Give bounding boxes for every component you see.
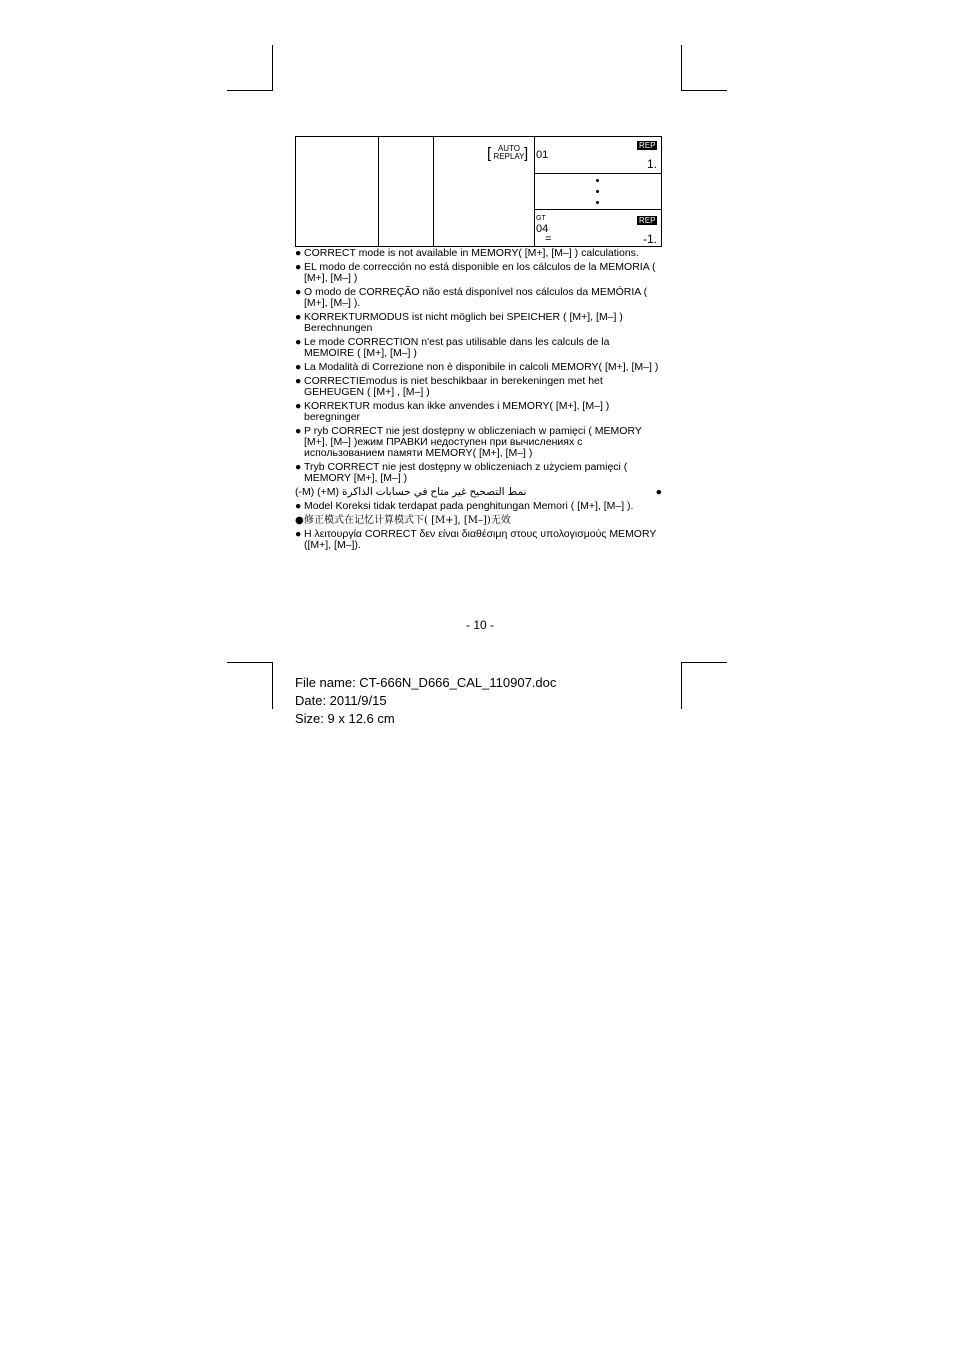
gt-indicator: GT xyxy=(536,215,546,222)
crop-mark xyxy=(681,662,727,663)
list-item: ● Η λειτουργία CORRECT δεν είναι διαθέσιμη στους υπολογισμούς MEMORY ([M+], [M–]). xyxy=(295,528,657,551)
list-item: ● 修正模式在记忆计算模式下( [M+], [M–])无效 xyxy=(295,515,511,526)
list-item: ● Model Koreksi tidak terdapat pada penghitungan Memori ( [M+], [M–] ). xyxy=(295,500,634,512)
crop-mark xyxy=(227,662,273,663)
display-step: 01 xyxy=(536,149,549,161)
rep-indicator: REP xyxy=(639,141,656,150)
list-item: ● CORRECTIEmodus is niet beschikbaar in berekeningen met het GEHEUGEN ( [M+] , [M–] ) xyxy=(295,375,603,398)
list-item: ● KORREKTURMODUS ist nicht möglich bei SPEICHER ( [M+], [M–] ) Berechnungen xyxy=(295,311,623,334)
key-bracket: ] xyxy=(524,145,529,162)
table-divider xyxy=(535,173,661,174)
notes-list xyxy=(295,248,662,554)
ellipsis-dot xyxy=(596,179,599,182)
list-item: ● نمط التصحيح غير متاح في حسابات الذاكرة (M+) (M-) xyxy=(295,486,662,498)
bullet: ● xyxy=(295,375,302,387)
bullet: ● xyxy=(295,500,302,512)
bullet: ● xyxy=(295,361,302,373)
display-value: -1. xyxy=(642,232,657,246)
key-label-replay: REPLAY xyxy=(493,152,525,161)
bullet: ● xyxy=(295,400,302,412)
table-divider xyxy=(433,137,434,246)
crop-mark xyxy=(681,662,682,709)
list-item: ● KORREKTUR modus kan ikke anvendes i MEMORY( [M+], [M–] ) beregninger xyxy=(295,400,610,423)
ellipsis-dot xyxy=(596,201,599,204)
crop-mark xyxy=(227,90,273,91)
file-name: File name: CT-666N_D666_CAL_110907.doc xyxy=(295,675,557,690)
bullet: ● xyxy=(295,425,302,437)
list-item: ● O modo de CORREÇÃO não está disponível nos cálculos da MEMÓRIA ( [M+], [M–] ). xyxy=(295,286,648,309)
file-date: Date: 2011/9/15 xyxy=(295,693,387,708)
rep-indicator: REP xyxy=(639,216,656,225)
file-size: Size: 9 x 12.6 cm xyxy=(295,711,395,726)
list-item: ● CORRECT mode is not available in MEMORY( [M+], [M–] ) calculations. xyxy=(295,247,639,259)
crop-mark xyxy=(681,90,727,91)
list-item: ● EL modo de corrección no está disponible en los cálculos de la MEMORIA ( [M+], [M–] ) xyxy=(295,261,656,284)
bullet: ● xyxy=(295,286,302,298)
list-item: ● Tryb CORRECT nie jest dostępny w obliczeniach z użyciem pamięci ( MEMORY [M+], [M–] ) xyxy=(295,461,628,484)
list-item: ● P ryb CORRECT nie jest dostępny w obliczeniach w pamięci ( MEMORY [M+], [M–] )ежим ПРАВКИ недоступен при вычислениях с использованием памяти MEMORY( [M+], [M–] ) xyxy=(295,425,642,459)
key-bracket: [ xyxy=(487,145,492,162)
bullet: ● xyxy=(295,336,302,348)
bullet: ● xyxy=(295,528,302,540)
page-number: - 10 - xyxy=(465,618,494,632)
key-label-auto: AUTO xyxy=(497,144,521,153)
example-table xyxy=(295,136,662,247)
file-info xyxy=(295,674,556,728)
bullet: ● xyxy=(295,515,304,526)
bullet: ● xyxy=(295,247,302,259)
ellipsis-dot xyxy=(596,190,599,193)
bullet: ● xyxy=(295,261,302,273)
crop-mark xyxy=(681,45,682,90)
list-item: ● Le mode CORRECTION n'est pas utilisable dans les calculs de la MEMOIRE ( [M+], [M–] ) xyxy=(295,336,610,359)
bullet: ● xyxy=(295,311,302,323)
table-divider xyxy=(535,209,661,210)
display-equals: = xyxy=(545,233,552,245)
bullet: ● xyxy=(295,461,302,473)
crop-mark xyxy=(272,45,273,90)
display-step: 04 xyxy=(536,223,549,235)
display-value: 1. xyxy=(646,157,657,171)
list-item: ● La Modalità di Correzione non è disponibile in calcoli MEMORY( [M+], [M–] ) xyxy=(295,361,659,373)
crop-mark xyxy=(272,662,273,709)
bullet: ● xyxy=(655,486,662,498)
table-divider xyxy=(378,137,379,246)
auto-replay-key xyxy=(485,142,535,164)
